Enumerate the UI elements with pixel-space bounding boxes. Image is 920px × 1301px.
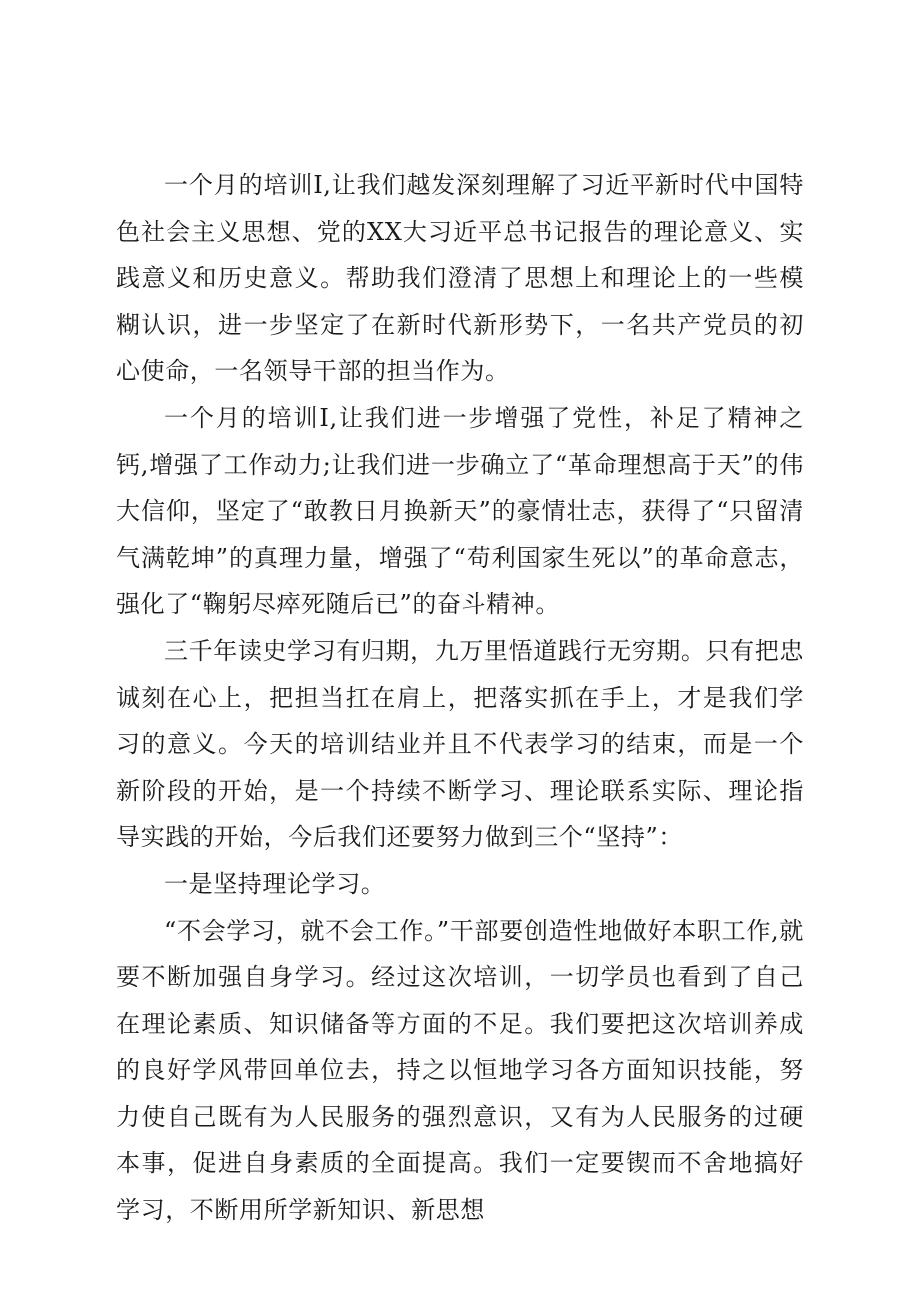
paragraph-4: 一是坚持理论学习。 xyxy=(164,869,386,898)
paragraph-1: 一个月的培训I,让我们越发深刻理解了习近平新时代中国特色社会主义思想、党的XX大习近平总书记报告的理论意义、实践意义和历史意义。帮助我们澄清了思想上和理论上的一些模糊认识，进一步坚定了在新时代新形势下，一名共产党员的初心使命，一名领导干部的担当作为。 xyxy=(116,171,804,386)
document-body xyxy=(116,162,804,1234)
paragraph-2: 一个月的培训I,让我们进一步增强了党性，补足了精神之钙,增强了工作动力;让我们进一步确立了“革命理想高于天”的伟大信仰，坚定了“敢教日月换新天”的豪情壮志，获得了“只留清气满乾坤”的真理力量，增强了“苟利国家生死以”的革命意志，强化了“鞠躬尽瘁死随后已”的奋斗精神。 xyxy=(116,403,804,619)
paragraph-3: 三千年读史学习有归期，九万里悟道践行无穷期。只有把忠诚刻在心上，把担当扛在肩上，把落实抓在手上，才是我们学习的意义。今天的培训结业并且不代表学习的结束，而是一个新阶段的开始，是一个持续不断学习、理论联系实际、理论指导实践的开始，今后我们还要努力做到三个“坚持”： xyxy=(116,636,804,852)
paragraph-5: “不会学习，就不会工作。”干部要创造性地做好本职工作,就要不断加强自身学习。经过这次培训，一切学员也看到了自己在理论素质、知识储备等方面的不足。我们要把这次培训养成的良好学风带回单位去，持之以恒地学习各方面知识技能，努力使自己既有为人民服务的强烈意识，又有为人民服务的过硬本事，促进自身素质的全面提高。我们一定要锲而不舍地搞好学习，不断用所学新知识、新思想 xyxy=(116,916,804,1225)
